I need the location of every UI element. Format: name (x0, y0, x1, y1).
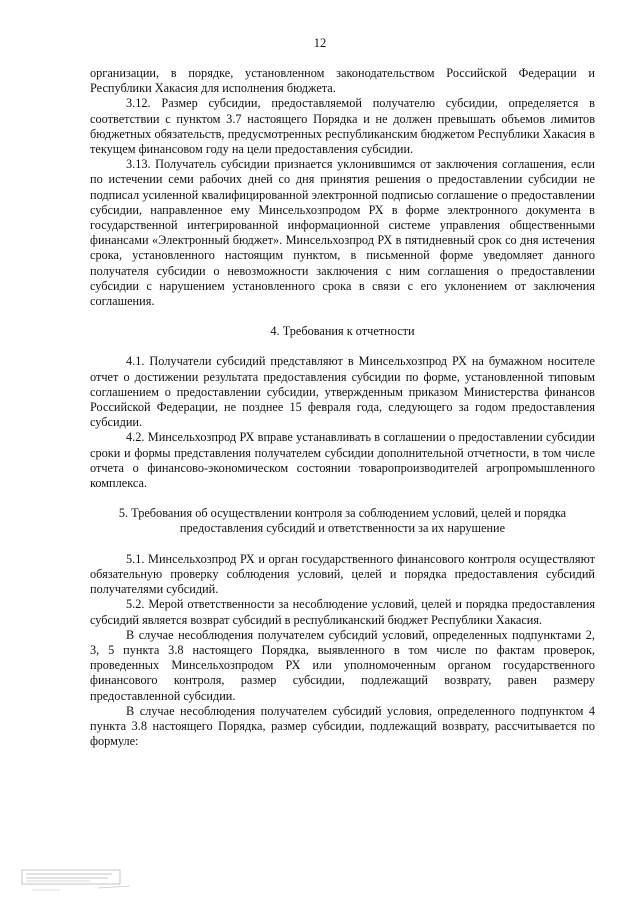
paragraph-5-1: 5.1. Минсельхозпрод РХ и орган государственного финансового контроля осуществляют обязательную проверку соблюдения условий, целей и порядка предоставления субсидий получателями субсидий. (90, 551, 595, 597)
document-stamp-icon (20, 866, 140, 896)
paragraph-3-12: 3.12. Размер субсидии, предоставляемой получателю субсидии, определяется в соответствии с пунктом 3.7 настоящего Порядка и не должен превышать объемов лимитов бюджетных обязательств, предусмотренных республиканским бюджетом Республики Хакасия в текущем финансовом году на цели предоставления субсидии. (90, 96, 595, 157)
paragraph-4-1: 4.1. Получатели субсидий представляют в Минсельхозпрод РХ на бумажном носителе отчет о достижении результата предоставления субсидии по форме, установленной типовым соглашением о предоставлении субсидии, утвержденным приказом Министерства финансов Российской Федерации, не позднее 15 февраля года, следующего за годом предоставления субсидии. (90, 354, 595, 430)
paragraph-5-2: 5.2. Мерой ответственности за несоблюдение условий, целей и порядка предоставления субсидий является возврат субсидий в республиканский бюджет Республики Хакасия. (90, 597, 595, 627)
paragraph-continuation: организации, в порядке, установленном законодательством Российской Федерации и Республики Хакасия для исполнения бюджета. (90, 66, 595, 96)
document-body (90, 66, 595, 749)
page-number: 12 (313, 36, 327, 50)
section-heading-4: 4. Требования к отчетности (270, 324, 415, 339)
paragraph-4-2: 4.2. Минсельхозпрод РХ вправе устанавливать в соглашении о предоставлении субсидии сроки и формы представления получателем субсидии дополнительной отчетности, в том числе отчета о финансово-экономическом состоянии товаропроизводителей агропромышленного комплекса. (90, 430, 595, 491)
paragraph-case-2: В случае несоблюдения получателем субсидий условия, определенного подпунктом 4 пункта 3.8 настоящего Порядка, размер субсидии, подлежащий возврату, рассчитывается по формуле: (90, 703, 595, 749)
paragraph-3-13: 3.13. Получатель субсидии признается уклонившимся от заключения соглашения, если по истечении семи рабочих дней со дня принятия решения о предоставлении субсидии не подписал усиленной квалифицированной электронной подписью соглашение о предоставлении субсидии, направленное ему Минсельхозпродом РХ в форме электронного документа в государственной интегрированной информационной системе управления общественными финансами «Электронный бюджет». Минсельхозпрод РХ в пятидневный срок со дня истечения срока, установленного настоящим пунктом, в письменной форме уведомляет данного получателя субсидии о невозможности заключения с ним соглашения о предоставлении субсидии с нарушением установленного срока в связи с его уклонением от заключения соглашения. (90, 157, 595, 309)
paragraph-case-1: В случае несоблюдения получателем субсидий условий, определенных подпунктами 2, 3, 5 пункта 3.8 настоящего Порядка, выявленного в том числе по фактам проверок, проведенных Минсельхозпродом РХ или уполномоченным органом государственного финансового контроля, размер субсидии, подлежащий возврату, равен размеру предоставленной субсидии. (90, 627, 595, 703)
section-heading-5: 5. Требования об осуществлении контроля за соблюдением условий, целей и порядка предоставления субсидий и ответственности за их нарушение (118, 506, 567, 536)
